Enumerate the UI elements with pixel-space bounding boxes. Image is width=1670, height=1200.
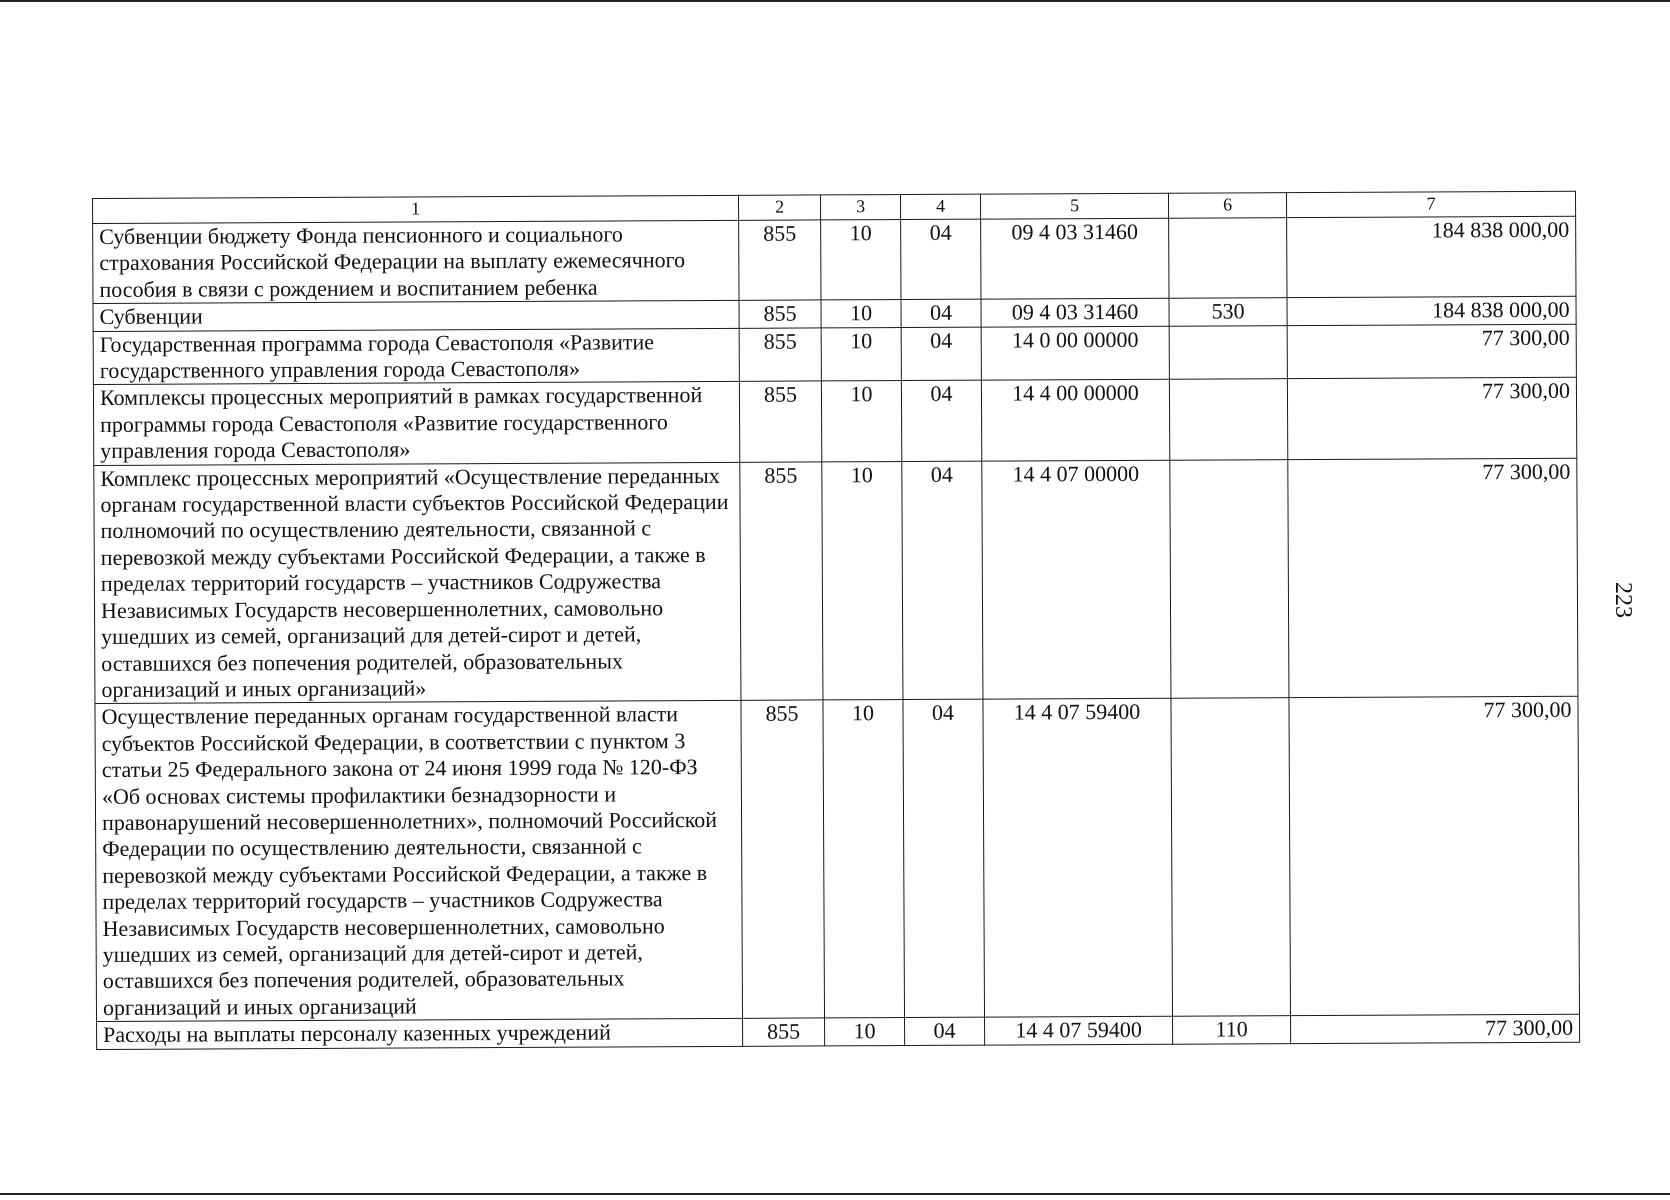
cell-col5: 09 4 03 31460: [981, 298, 1169, 326]
column-header: 1: [93, 195, 739, 223]
cell-col3: 10: [821, 381, 901, 462]
budget-table: [92, 191, 1580, 1050]
table-row: [93, 324, 1576, 385]
cell-col5: 09 4 03 31460: [981, 218, 1169, 299]
cell-col6: [1169, 379, 1287, 460]
cell-col2: 855: [741, 700, 825, 1018]
cell-col6: [1171, 698, 1291, 1016]
cell-col3: 10: [822, 461, 903, 700]
cell-col3: 10: [823, 700, 905, 1018]
cell-amount: 77 300,00: [1287, 378, 1576, 460]
cell-col5: 14 4 07 59400: [985, 1016, 1173, 1044]
cell-col6: 530: [1169, 298, 1287, 326]
column-header: 5: [980, 193, 1168, 219]
scan-top-edge: [0, 0, 1670, 2]
cell-amount: 184 838 000,00: [1287, 216, 1576, 298]
row-description: Государственная программа города Севастополя «Развитие государственного управления города Севастополя»: [93, 328, 739, 385]
cell-col2: 855: [739, 381, 821, 462]
table-row: [93, 216, 1576, 303]
cell-amount: 77 300,00: [1288, 458, 1578, 698]
table-row: [94, 458, 1578, 704]
cell-amount: 184 838 000,00: [1287, 296, 1576, 325]
cell-amount: 77 300,00: [1291, 1014, 1580, 1043]
cell-amount: 77 300,00: [1287, 324, 1576, 379]
cell-col2: 855: [739, 220, 821, 301]
cell-col5: 14 4 00 00000: [981, 380, 1169, 461]
row-description: Расходы на выплаты персоналу казенных учреждений: [97, 1019, 743, 1050]
row-description: Осуществление переданных органам государственной власти субъектов Российской Федерации, в соответствии с пунктом 3 статьи 25 Федерального закона от 24 июня 1999 года № 120-ФЗ «Об основах системы профилактики безнадзорности и правонарушений несовершеннолетних», полномочий Российской Федерации по осуществлению деятельности, связанной с перевозкой между субъектами Российской Федерации, а также в пределах территорий государств – участников Содружества Независимых Государств несовершеннолетних, самовольно ушедших из семей, организаций для детей-сирот и детей, оставшихся без попечения родителей, образовательных организаций и иных организаций: [95, 701, 743, 1022]
cell-col6: [1169, 218, 1287, 299]
cell-col3: 10: [821, 300, 901, 328]
cell-col4: 04: [901, 381, 981, 462]
page-number: 223: [1610, 582, 1636, 618]
row-description: Комплекс процессных мероприятий «Осуществление переданных органам государственной власти субъектов Российской Федерации полномочий по осуществлению деятельности, связанной с перевозкой между субъектами Российской Федерации, а также в пределах территорий государств – участников Содружества Независимых Государств несовершеннолетних, самовольно ушедших из семей, организаций для детей-сирот и детей, оставшихся без попечения родителей, образовательных организаций и иных организаций»: [94, 462, 741, 704]
cell-col3: 10: [821, 327, 901, 381]
cell-amount: 77 300,00: [1289, 697, 1580, 1016]
cell-col4: 04: [901, 327, 981, 381]
row-description: Субвенции: [93, 301, 739, 332]
cell-col3: 10: [821, 220, 901, 301]
cell-col6: [1170, 459, 1289, 698]
cell-col3: 10: [825, 1018, 905, 1046]
column-header: 7: [1286, 191, 1575, 217]
column-header: 2: [738, 195, 820, 220]
row-description: Субвенции бюджету Фонда пенсионного и социального страхования Российской Федерации на выплату ежемесячного пособия в связи с рождением и воспитанием ребенка: [93, 220, 739, 303]
table-row: [93, 378, 1576, 465]
table-row: [95, 697, 1580, 1022]
column-header: 4: [900, 194, 980, 219]
cell-col2: 855: [739, 300, 821, 328]
cell-col5: 14 4 07 00000: [982, 460, 1171, 700]
cell-col4: 04: [902, 461, 983, 700]
cell-col2: 855: [740, 462, 823, 701]
row-description: Комплексы процессных мероприятий в рамках государственной программы города Севастополя «Развитие государственного управления города Севастополя»: [93, 382, 739, 465]
cell-col6: 110: [1173, 1016, 1291, 1044]
scan-bottom-edge: [0, 1193, 1670, 1195]
cell-col2: 855: [739, 328, 821, 382]
cell-col4: 04: [903, 699, 985, 1017]
cell-col5: 14 4 07 59400: [983, 699, 1173, 1018]
column-header: 6: [1168, 193, 1286, 219]
cell-col4: 04: [901, 219, 981, 300]
cell-col4: 04: [901, 299, 981, 327]
cell-col2: 855: [743, 1018, 825, 1046]
cell-col5: 14 0 00 00000: [981, 326, 1169, 381]
cell-col4: 04: [905, 1017, 985, 1045]
column-header: 3: [820, 195, 900, 220]
cell-col6: [1169, 325, 1287, 379]
